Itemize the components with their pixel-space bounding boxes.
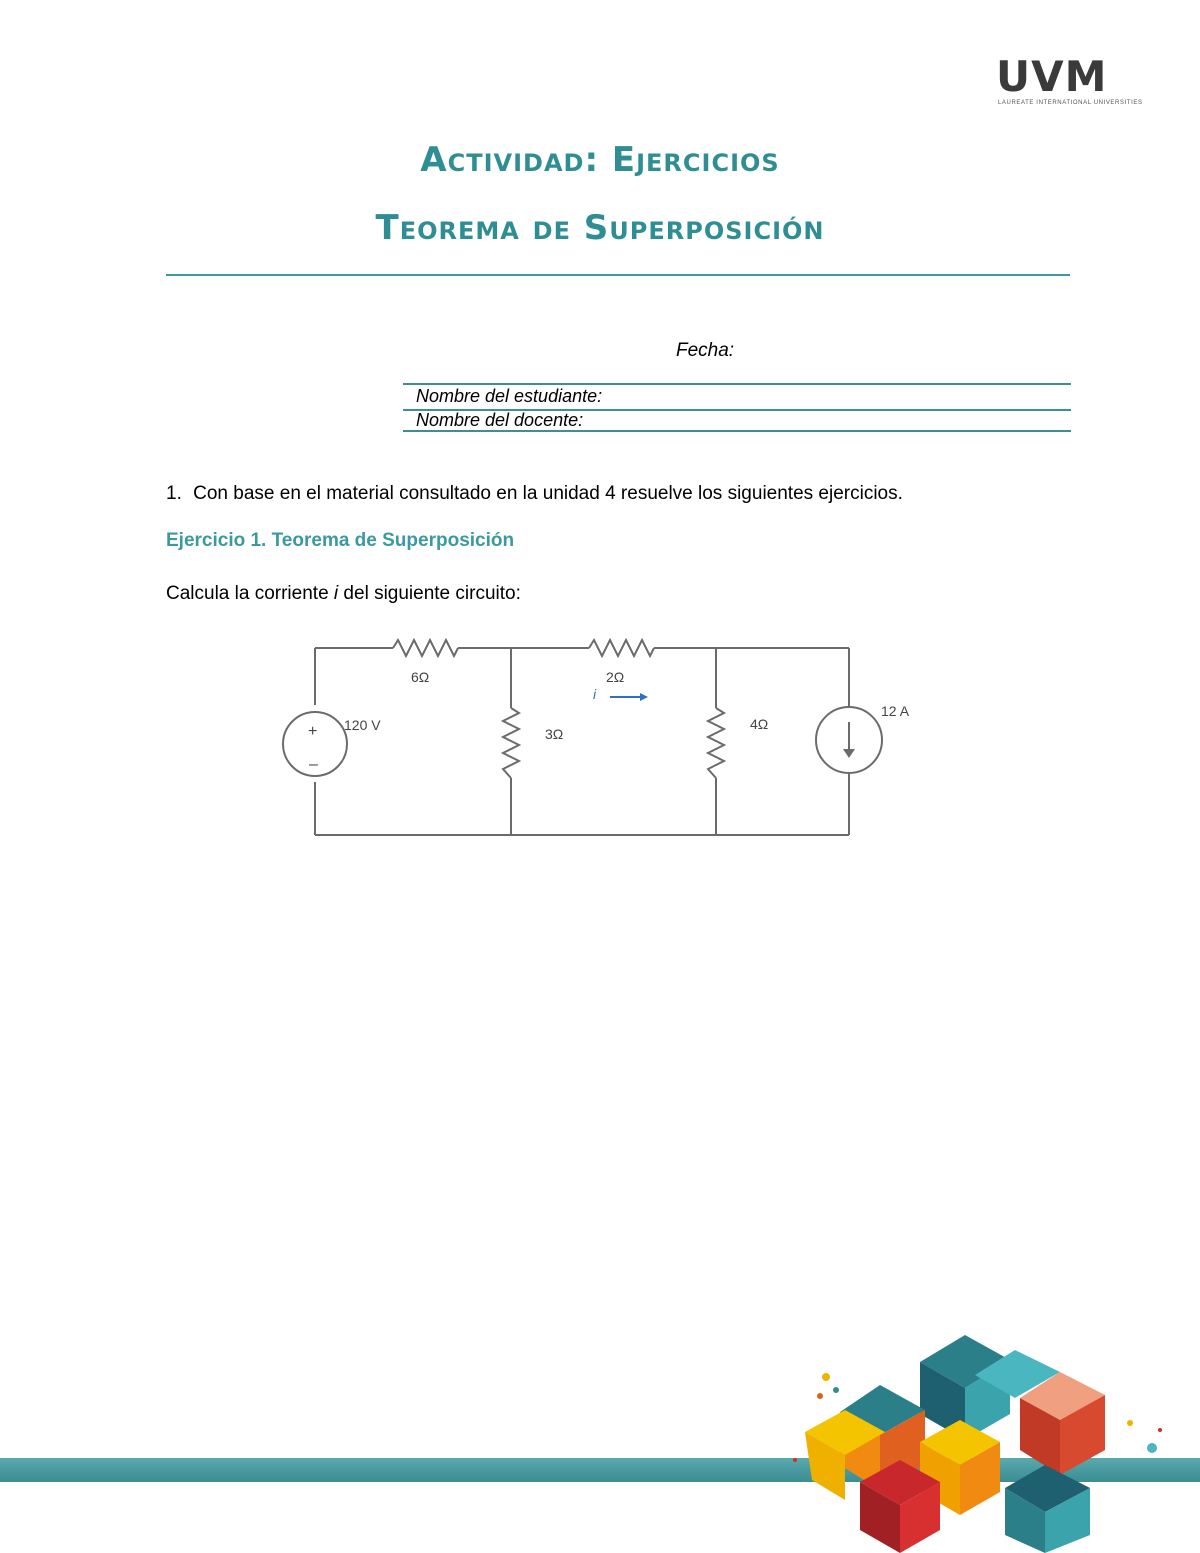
- logo-text: UVM: [996, 52, 1108, 101]
- arrow-down-icon: [843, 749, 855, 758]
- student-name-label: Nombre del estudiante:: [416, 386, 603, 406]
- uvm-logo: [996, 52, 1143, 110]
- exercise-prompt: [166, 583, 521, 605]
- minus-sign: –: [309, 756, 318, 773]
- field-divider: [403, 383, 1071, 385]
- r1-label: 6Ω: [411, 669, 430, 685]
- title-divider: [166, 274, 1070, 276]
- logo-tagline: LAUREATE INTERNATIONAL UNIVERSITIES: [998, 100, 1143, 106]
- r4-label: 4Ω: [750, 716, 769, 732]
- instruction-text: Con base en el material consultado en la unidad 4 resuelve los siguientes ejercicios.: [193, 483, 903, 504]
- circuit-diagram: [270, 625, 930, 845]
- instruction: [166, 483, 903, 505]
- r3-label: 3Ω: [545, 726, 564, 742]
- field-divider: [403, 430, 1071, 432]
- fecha-label: Fecha:: [676, 340, 735, 361]
- page-subtitle: Teorema de Superposición: [375, 208, 825, 248]
- voltage-label: 120 V: [344, 717, 381, 733]
- resistor-6-ohm: [393, 640, 458, 656]
- resistor-2-ohm: [589, 640, 654, 656]
- page-title: Actividad: Ejercicios: [420, 140, 780, 180]
- current-source-label: 12 A: [881, 703, 910, 719]
- resistor-4-ohm: [708, 708, 724, 778]
- current-label: i: [593, 686, 597, 702]
- plus-sign: +: [308, 723, 318, 740]
- r2-label: 2Ω: [606, 669, 625, 685]
- prompt-variable: i: [333, 583, 339, 604]
- instruction-number: 1.: [166, 483, 182, 504]
- arrow-right-icon: [640, 693, 648, 701]
- teacher-name-label: Nombre del docente:: [416, 410, 584, 430]
- decorative-cubes: [780, 1330, 1180, 1553]
- prompt-text-end: del siguiente circuito:: [338, 583, 521, 604]
- prompt-text: Calcula la corriente: [166, 583, 334, 604]
- resistor-3-ohm: [503, 708, 519, 778]
- exercise-heading: Ejercicio 1. Teorema de Superposición: [166, 530, 515, 551]
